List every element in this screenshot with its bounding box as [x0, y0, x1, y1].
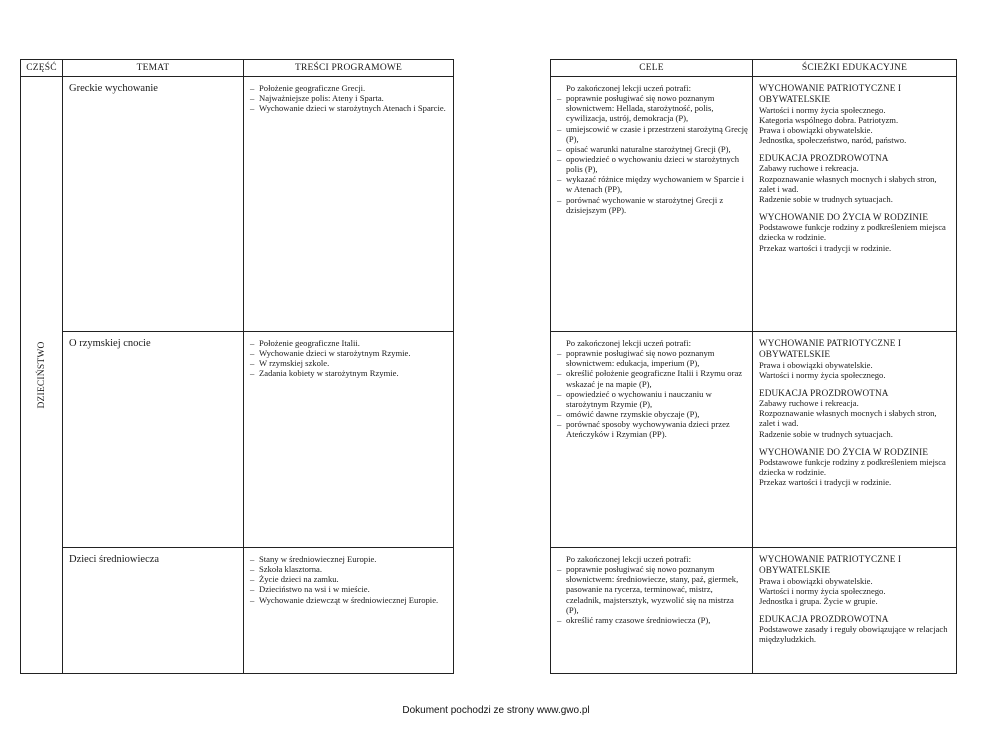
- path-item: Wartości i normy życia społecznego.: [759, 585, 886, 596]
- list-item: – Stany w średniowiecznej Europie.: [250, 554, 449, 564]
- path-title: EDUKACJA PROZDROWOTNA: [759, 387, 889, 398]
- sciezki-cell: [753, 77, 957, 332]
- tresci-list: [244, 77, 453, 113]
- path-group: [759, 212, 952, 253]
- path-item: Prawa i obowiązki obywatelskie.: [759, 575, 873, 586]
- paths-block: [753, 548, 956, 645]
- goals-block: [551, 332, 752, 439]
- goals-intro: Po zakończonej lekcji uczeń potrafi:: [566, 83, 692, 93]
- temat-cell: [63, 332, 244, 548]
- goals-block: [551, 77, 752, 215]
- goal-item: – określić ramy czasowe średniowiecza (P),: [557, 615, 748, 625]
- path-title: WYCHOWANIE PATRIOTYCZNE I OBYWATELSKIE: [759, 554, 901, 575]
- paths-block: [753, 77, 956, 253]
- table-row: [21, 548, 454, 674]
- temat-cell: [63, 77, 244, 332]
- czesc-label: DZIECIŃSTWO: [36, 341, 47, 409]
- list-item: – Życie dzieci na zamku.: [250, 574, 449, 584]
- goal-item: – określić położenie geograficzne Italii i Rzymu oraz wskazać je na mapie (P),: [557, 368, 748, 388]
- table-row: [551, 77, 957, 332]
- goals-intro: Po zakończonej lekcji uczeń potrafi:: [566, 338, 692, 348]
- list-item: – Szkoła klasztorna.: [250, 564, 449, 574]
- path-item: Rozpoznawanie własnych mocnych i słabych stron, zalet i wad.: [759, 408, 937, 429]
- path-group: [759, 338, 952, 380]
- header-tresci: TREŚCI PROGRAMOWE: [244, 60, 454, 77]
- goal-item: – umiejscowić w czasie i przestrzeni starożytną Grecję (P),: [557, 124, 748, 144]
- tresci-cell: [244, 332, 454, 548]
- path-item: Prawa i obowiązki obywatelskie.: [759, 124, 873, 135]
- goal-item: – poprawnie posługiwać się nowo poznanym słownictwem: Hellada, starożytność, polis, cywilizacja, ustrój, demokracja (P),: [557, 93, 748, 123]
- path-group: [759, 153, 952, 204]
- path-item: Radzenie sobie w trudnych sytuacjach.: [759, 428, 893, 439]
- temat-cell: [63, 548, 244, 674]
- path-title: WYCHOWANIE DO ŻYCIA W RODZINIE: [759, 446, 929, 457]
- path-item: Podstawowe funkcje rodziny z podkreśleniem miejsca dziecka w rodzinie.: [759, 457, 946, 478]
- path-group: [759, 83, 952, 145]
- table-row: [551, 548, 957, 674]
- goal-item: – porównać wychowanie w starożytnej Grecji z dzisiejszym (PP).: [557, 195, 748, 215]
- path-item: Zabawy ruchowe i rekreacja.: [759, 398, 859, 409]
- path-title: EDUKACJA PROZDROWOTNA: [759, 152, 889, 163]
- list-item: – W rzymskiej szkole.: [250, 358, 449, 368]
- path-title: WYCHOWANIE PATRIOTYCZNE I OBYWATELSKIE: [759, 83, 901, 104]
- path-title: WYCHOWANIE DO ŻYCIA W RODZINIE: [759, 211, 929, 222]
- right-table: [550, 59, 957, 674]
- goals-list: [557, 564, 748, 625]
- tresci-list: [244, 548, 453, 605]
- path-title: EDUKACJA PROZDROWOTNA: [759, 613, 889, 624]
- cele-cell: [551, 548, 753, 674]
- path-item: Prawa i obowiązki obywatelskie.: [759, 359, 873, 370]
- goals-list: [557, 93, 748, 215]
- list-item: – Położenie geograficzne Italii.: [250, 338, 449, 348]
- temat-text: Dzieci średniowiecza: [69, 554, 160, 565]
- header-sciezki: ŚCIEŻKI EDUKACYJNE: [753, 60, 957, 77]
- goals-block: [551, 548, 752, 625]
- path-item: Przekaz wartości i tradycji w rodzinie.: [759, 477, 892, 488]
- cele-cell: [551, 332, 753, 548]
- cele-cell: [551, 77, 753, 332]
- temat-text: Greckie wychowanie: [69, 83, 158, 94]
- sciezki-cell: [753, 548, 957, 674]
- goals-list: [557, 348, 748, 439]
- list-item: – Wychowanie dziewcząt w średniowiecznej Europie.: [250, 595, 449, 605]
- path-item: Podstawowe funkcje rodziny z podkreśleniem miejsca dziecka w rodzinie.: [759, 222, 946, 243]
- header-czesc: CZĘŚĆ: [21, 60, 63, 77]
- path-group: [759, 447, 952, 488]
- table-row: [21, 332, 454, 548]
- list-item: – Położenie geograficzne Grecji.: [250, 83, 449, 93]
- path-item: Przekaz wartości i tradycji w rodzinie.: [759, 242, 892, 253]
- tresci-list: [244, 332, 453, 379]
- path-item: Radzenie sobie w trudnych sytuacjach.: [759, 193, 893, 204]
- tresci-cell: [244, 548, 454, 674]
- czesc-cell: [21, 77, 63, 674]
- sciezki-cell: [753, 332, 957, 548]
- path-item: Jednostka, społeczeństwo, naród, państwo.: [759, 134, 907, 145]
- path-item: Zabawy ruchowe i rekreacja.: [759, 163, 859, 174]
- path-item: Wartości i normy życia społecznego.: [759, 104, 886, 115]
- goal-item: – poprawnie posługiwać się nowo poznanym słownictwem: edukacja, imperium (P),: [557, 348, 748, 368]
- path-item: Jednostka i grupa. Życie w grupie.: [759, 595, 878, 606]
- list-item: – Dzieciństwo na wsi i w mieście.: [250, 584, 449, 594]
- path-item: Rozpoznawanie własnych mocnych i słabych stron, zalet i wad.: [759, 173, 937, 194]
- goal-item: – wykazać różnice między wychowaniem w Sparcie i w Atenach (PP),: [557, 174, 748, 194]
- goal-item: – poprawnie posługiwać się nowo poznanym słownictwem: średniowiecze, stany, paź, giermek, pasowanie na rycerza, terminować, mistrz, czeladnik, majstersztyk, wyzwolić się na mistrza (P),: [557, 564, 748, 615]
- path-title: WYCHOWANIE PATRIOTYCZNE I OBYWATELSKIE: [759, 338, 901, 359]
- left-table: [20, 59, 454, 674]
- list-item: – Wychowanie dzieci w starożytnym Rzymie.: [250, 348, 449, 358]
- goal-item: – omówić dawne rzymskie obyczaje (P),: [557, 409, 748, 419]
- list-item: – Zadania kobiety w starożytnym Rzymie.: [250, 368, 449, 378]
- goals-intro: Po zakończonej lekcji uczeń potrafi:: [566, 554, 692, 564]
- header-cele: CELE: [551, 60, 753, 77]
- goal-item: – porównać sposoby wychowywania dzieci przez Ateńczyków i Rzymian (PP).: [557, 419, 748, 439]
- table-row: [551, 332, 957, 548]
- header-temat: TEMAT: [63, 60, 244, 77]
- path-item: Kategoria wspólnego dobra. Patriotyzm.: [759, 114, 899, 125]
- goal-item: – opowiedzieć o wychowaniu i nauczaniu w starożytnym Rzymie (P),: [557, 389, 748, 409]
- temat-text: O rzymskiej cnocie: [69, 338, 151, 349]
- path-group: [759, 388, 952, 439]
- path-item: Wartości i normy życia społecznego.: [759, 369, 886, 380]
- path-group: [759, 614, 952, 645]
- path-item: Podstawowe zasady i reguły obowiązujące w relacjach międzyludzkich.: [759, 624, 948, 645]
- tresci-cell: [244, 77, 454, 332]
- goal-item: – opisać warunki naturalne starożytnej Grecji (P),: [557, 144, 748, 154]
- table-row: [21, 77, 454, 332]
- paths-block: [753, 332, 956, 487]
- goal-item: – opowiedzieć o wychowaniu dzieci w starożytnych polis (P),: [557, 154, 748, 174]
- list-item: – Najważniejsze polis: Ateny i Sparta.: [250, 93, 449, 103]
- list-item: – Wychowanie dzieci w starożytnych Atenach i Sparcie.: [250, 103, 449, 113]
- path-group: [759, 554, 952, 606]
- page-footer: Dokument pochodzi ze strony www.gwo.pl: [402, 705, 590, 716]
